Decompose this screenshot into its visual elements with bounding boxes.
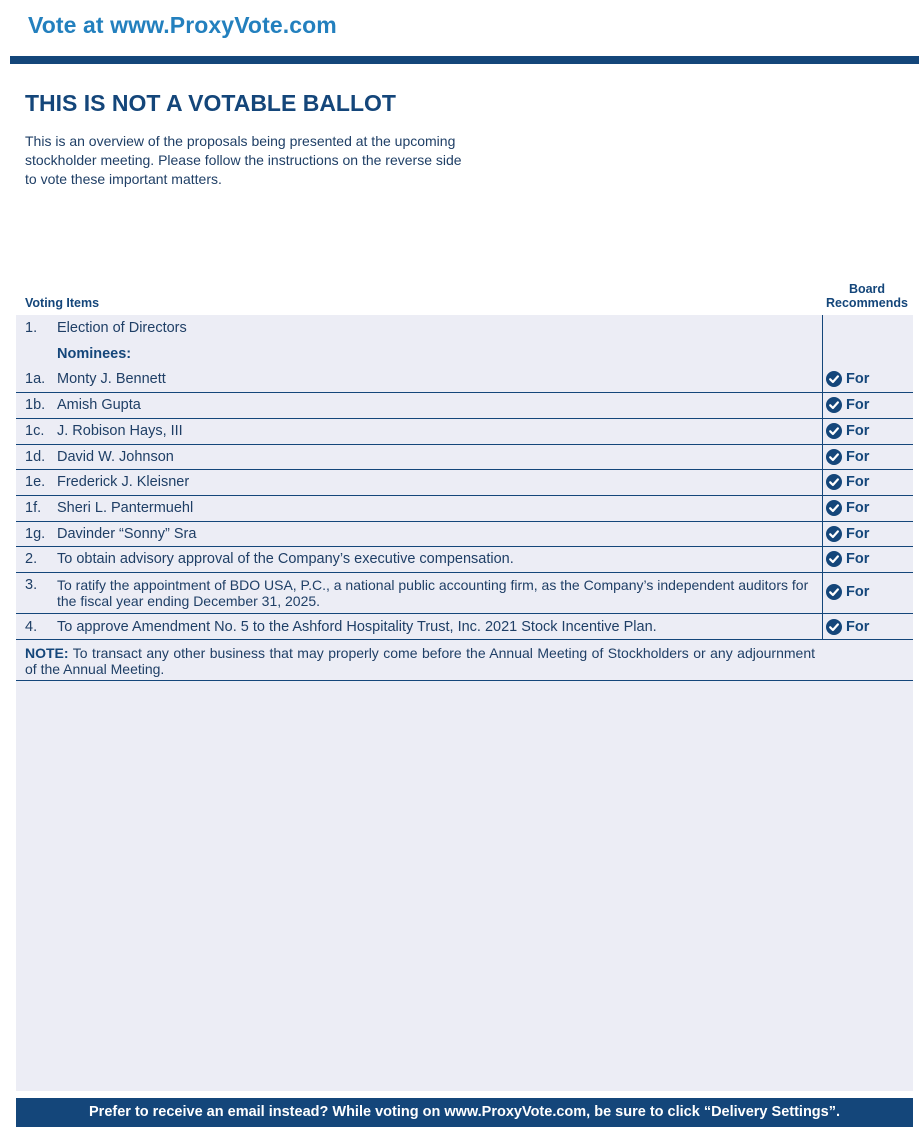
board-recommends-header (820, 282, 914, 310)
board-recommendation (826, 397, 869, 413)
board-recommendation (826, 551, 869, 567)
check-circle-icon (826, 423, 842, 439)
check-circle-icon (826, 619, 842, 635)
note-row (16, 640, 913, 681)
check-circle-icon (826, 551, 842, 567)
table-row (16, 418, 913, 445)
nominees-row (16, 346, 913, 366)
board-recommendation (826, 371, 869, 387)
check-circle-icon (826, 500, 842, 516)
item-number: 1d. (25, 449, 46, 465)
item-text: Amish Gupta (57, 397, 141, 413)
check-circle-icon (826, 474, 842, 490)
table-row (16, 366, 913, 393)
item-number: 1e. (25, 474, 46, 490)
item-number: 1f. (25, 500, 42, 516)
recommendation-value: For (846, 371, 870, 387)
item-number: 1g. (25, 526, 46, 542)
board-recommendation (826, 474, 869, 490)
item-text: To obtain advisory approval of the Company’s executive compensation. (57, 551, 514, 567)
check-circle-icon (826, 526, 842, 542)
board-recommendation (826, 584, 869, 600)
top-rule-divider (10, 56, 919, 64)
check-circle-icon (826, 584, 842, 600)
board-recommends-line2: Recommends (826, 296, 908, 310)
recommendation-value: For (846, 526, 870, 542)
recommendation-value: For (846, 474, 870, 490)
note-label: NOTE: (25, 645, 69, 661)
table-row (16, 521, 913, 547)
item-text: Frederick J. Kleisner (57, 474, 190, 490)
board-recommendation (826, 619, 869, 635)
item-number: 1b. (25, 397, 46, 413)
delivery-settings-footer: Prefer to receive an email instead? While voting on www.ProxyVote.com, be sure to click “Delivery Settings”. (16, 1098, 913, 1127)
board-recommendation (826, 423, 869, 439)
vote-url-header: Vote at www.ProxyVote.com (28, 12, 337, 38)
table-row (16, 392, 913, 419)
table-row (16, 495, 913, 522)
item-number: 1a. (25, 371, 46, 387)
table-row (16, 572, 913, 614)
nominees-label: Nominees: (57, 346, 132, 362)
item-number: 1. (25, 320, 38, 336)
table-row (16, 469, 913, 496)
item-number: 4. (25, 619, 38, 635)
check-circle-icon (826, 449, 842, 465)
recommendation-value: For (846, 500, 870, 516)
table-row (16, 613, 913, 640)
item-number: 1c. (25, 423, 45, 439)
check-circle-icon (826, 397, 842, 413)
board-recommendation (826, 449, 869, 465)
item-text: David W. Johnson (57, 449, 174, 465)
board-recommendation (826, 526, 869, 542)
recommendation-value: For (846, 551, 870, 567)
note-text-block (25, 645, 815, 677)
recommendation-value: For (846, 423, 870, 439)
voting-items-header: Voting Items (25, 296, 100, 310)
item-number: 2. (25, 551, 38, 567)
table-row (16, 546, 913, 573)
item-text: Davinder “Sonny” Sra (57, 526, 197, 542)
item-text: J. Robison Hays, III (57, 423, 183, 439)
recommendation-value: For (846, 619, 870, 635)
intro-paragraph: This is an overview of the proposals being presented at the upcoming stockholder meeting. Please follow the instructions on the reverse side to vote these important matters. (25, 133, 462, 187)
recommendation-value: For (846, 584, 870, 600)
page-title: THIS IS NOT A VOTABLE BALLOT (25, 90, 396, 116)
item-1-row (16, 320, 913, 340)
table-row (16, 444, 913, 470)
board-recommends-line1: Board (848, 282, 886, 296)
item-text: Sheri L. Pantermuehl (57, 500, 194, 516)
item-text: Monty J. Bennett (57, 371, 166, 387)
recommendation-value: For (846, 397, 870, 413)
item-text: To approve Amendment No. 5 to the Ashford Hospitality Trust, Inc. 2021 Stock Incentive Plan. (57, 619, 657, 635)
item-text: To ratify the appointment of BDO USA, P.C., a national public accounting firm, as the Company’s independent auditors for the fiscal year ending December 31, 2025. (57, 577, 809, 609)
board-recommendation (826, 500, 869, 516)
note-text: To transact any other business that may properly come before the Annual Meeting of Stockholders or any adjournment of the Annual Meeting. (25, 645, 815, 677)
check-circle-icon (826, 371, 842, 387)
recommendation-value: For (846, 449, 870, 465)
item-number: 3. (25, 577, 38, 593)
item-text: Election of Directors (57, 320, 187, 336)
